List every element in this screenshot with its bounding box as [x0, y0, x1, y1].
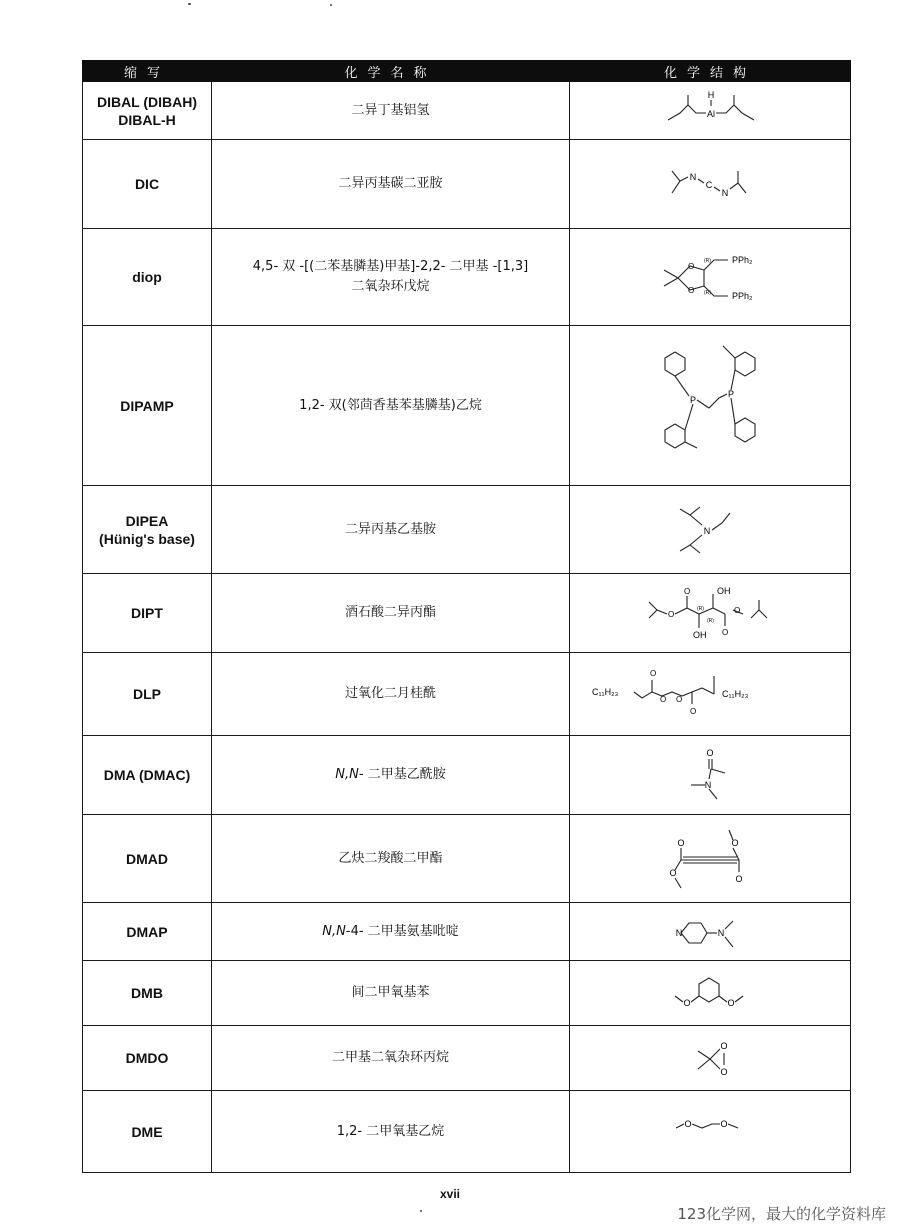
- abbr-line: DIPT: [131, 605, 163, 621]
- abbr-line: DMB: [131, 985, 163, 1001]
- name-line: 间二甲氧基苯: [351, 985, 430, 1000]
- abbr-line: (Hünig's base): [99, 530, 195, 547]
- svg-text:O: O: [720, 1118, 728, 1129]
- abbr-cell: [83, 736, 212, 815]
- abbr-cell: [83, 229, 212, 326]
- svg-text:O: O: [720, 1067, 728, 1077]
- dmad-structure: [655, 824, 765, 894]
- name-cell: [212, 736, 570, 815]
- table-row: [83, 1091, 851, 1173]
- name-cell: [212, 140, 570, 229]
- svg-text:O: O: [684, 1118, 692, 1129]
- abbr-line: DLP: [133, 686, 161, 702]
- structure-cell: [570, 903, 851, 961]
- structure-cell: [570, 486, 851, 574]
- svg-text:P: P: [689, 394, 697, 405]
- abbr-cell: [83, 903, 212, 961]
- svg-text:O: O: [676, 695, 683, 704]
- name-line: 1,2- 二甲氧基乙烷: [336, 1123, 445, 1139]
- name-line: 1,2- 双(邻茴香基苯基膦基)乙烷: [299, 397, 482, 413]
- abbr-cell: [83, 574, 212, 653]
- table-row: [83, 326, 851, 486]
- abbr-cell: [83, 82, 212, 140]
- abbr-line: DMDO: [125, 1050, 169, 1066]
- name-line: N,N-4- 二甲基氨基吡啶: [322, 923, 459, 939]
- svg-text:O: O: [690, 707, 697, 716]
- table-row: [83, 1026, 851, 1091]
- scan-speck: [188, 3, 191, 5]
- structure-cell: [570, 736, 851, 815]
- svg-text:H: H: [707, 89, 715, 100]
- structure-cell: [570, 1091, 851, 1173]
- table-row: [83, 82, 851, 140]
- name-cell: [212, 82, 570, 140]
- abbr-line: DMAD: [126, 850, 168, 867]
- svg-text:O: O: [688, 262, 695, 271]
- scan-speck: [330, 4, 332, 6]
- svg-text:O: O: [720, 1041, 728, 1051]
- dic-structure: [650, 159, 770, 209]
- svg-text:O: O: [650, 669, 657, 678]
- name-cell: [212, 903, 570, 961]
- abbr-line: DIPAMP: [120, 397, 174, 414]
- name-line: 二氧杂环戊烷: [351, 279, 430, 294]
- name-cell: [212, 574, 570, 653]
- svg-text:O: O: [660, 695, 667, 704]
- structure-cell: [570, 326, 851, 486]
- svg-text:N: N: [717, 927, 725, 938]
- svg-text:C₁₁H₂₃: C₁₁H₂₃: [592, 687, 619, 697]
- structure-cell: [570, 653, 851, 736]
- table-row: [83, 736, 851, 815]
- svg-text:O: O: [688, 286, 695, 295]
- table-row: [83, 961, 851, 1026]
- dma-structure: [665, 743, 755, 807]
- abbr-cell: [83, 1091, 212, 1173]
- name-cell: [212, 961, 570, 1026]
- dmb-structure: [655, 966, 765, 1020]
- name-cell: [212, 1026, 570, 1091]
- structure-cell: [570, 574, 851, 653]
- dlp-structure: [590, 664, 830, 724]
- abbr-cell: [83, 815, 212, 903]
- dipt-structure: [635, 580, 785, 646]
- svg-text:O: O: [706, 748, 714, 758]
- dme-structure: [660, 1102, 760, 1162]
- name-line: N,N- 二甲基乙酰胺: [335, 767, 446, 782]
- abbr-cell: [83, 1026, 212, 1091]
- name-line: 酒石酸二异丙酯: [344, 605, 436, 620]
- table-row: [83, 486, 851, 574]
- svg-text:O: O: [668, 610, 675, 619]
- svg-text:P: P: [727, 388, 735, 399]
- svg-text:(R): (R): [704, 290, 711, 296]
- svg-text:N: N: [689, 172, 697, 182]
- name-cell: [212, 653, 570, 736]
- name-line: 乙炔二羧酸二甲酯: [338, 850, 443, 866]
- header-chemical-name: 化学名称: [212, 61, 570, 82]
- abbr-line: DMA (DMAC): [103, 767, 191, 783]
- abbr-line: DIBAL (DIBAH): [96, 93, 198, 110]
- svg-text:O: O: [684, 587, 691, 596]
- abbr-line: DIC: [134, 176, 160, 192]
- structure-cell: [570, 229, 851, 326]
- svg-text:N: N: [704, 780, 712, 790]
- diop-structure: [640, 242, 780, 312]
- abbreviation-table: [82, 60, 851, 1173]
- structure-cell: [570, 1026, 851, 1091]
- dipea-structure: [660, 495, 760, 565]
- abbr-cell: [83, 140, 212, 229]
- abbr-cell: [83, 326, 212, 486]
- page-number: xvii: [439, 1187, 460, 1201]
- svg-text:O: O: [722, 628, 729, 637]
- dmap-structure: [665, 907, 755, 957]
- table-row: [83, 815, 851, 903]
- header-chemical-structure: 化学结构: [570, 61, 851, 82]
- svg-text:Al: Al: [706, 108, 716, 119]
- abbr-line: DME: [131, 1123, 163, 1140]
- svg-text:C: C: [705, 180, 713, 190]
- abbr-line: DIPEA: [125, 512, 169, 529]
- dmdo-structure: [670, 1031, 750, 1085]
- svg-text:OH: OH: [693, 630, 707, 640]
- table-row: [83, 574, 851, 653]
- svg-text:O: O: [683, 998, 691, 1008]
- abbr-cell: [83, 961, 212, 1026]
- svg-text:O: O: [731, 837, 739, 848]
- svg-text:N: N: [675, 927, 683, 938]
- structure-cell: [570, 961, 851, 1026]
- svg-text:O: O: [669, 867, 677, 878]
- structure-cell: [570, 815, 851, 903]
- structure-cell: [570, 82, 851, 140]
- name-cell: [212, 326, 570, 486]
- svg-text:O: O: [677, 837, 685, 848]
- svg-text:N: N: [721, 188, 729, 198]
- abbr-line: DMAP: [126, 923, 168, 940]
- table-row: [83, 229, 851, 326]
- table-header-row: [83, 61, 851, 82]
- dibal-structure: [650, 86, 770, 136]
- name-line: 4,5- 双 -[(二苯基膦基)甲基]-2,2- 二甲基 -[1,3]: [252, 259, 529, 274]
- svg-text:OH: OH: [717, 586, 731, 596]
- header-abbreviation: 缩写: [83, 61, 212, 82]
- abbr-line: DIBAL-H: [118, 111, 176, 128]
- svg-text:O: O: [735, 873, 743, 884]
- svg-text:PPh₂: PPh₂: [732, 255, 753, 265]
- scan-speck: [420, 1210, 422, 1212]
- name-line: 二异丁基铝氢: [351, 102, 430, 118]
- abbr-cell: [83, 653, 212, 736]
- name-line: 二甲基二氧杂环丙烷: [331, 1050, 449, 1065]
- abbr-cell: [83, 486, 212, 574]
- svg-text:(R): (R): [704, 258, 711, 264]
- name-cell: [212, 486, 570, 574]
- svg-text:C₁₁H₂₃: C₁₁H₂₃: [722, 689, 749, 699]
- name-line: 二异丙基乙基胺: [344, 521, 436, 537]
- name-cell: [212, 815, 570, 903]
- svg-text:(R): (R): [697, 606, 704, 612]
- svg-text:O: O: [734, 606, 741, 615]
- svg-text:PPh₂: PPh₂: [732, 291, 753, 301]
- name-cell: [212, 229, 570, 326]
- abbr-line: diop: [132, 269, 162, 285]
- name-line: 过氧化二月桂酰: [344, 686, 436, 701]
- watermark-text: 123化学网，最大的化学资料库: [677, 1205, 886, 1223]
- svg-text:N: N: [703, 525, 711, 536]
- dipamp-structure: [635, 336, 785, 476]
- name-cell: [212, 1091, 570, 1173]
- name-line: 二异丙基碳二亚胺: [338, 176, 443, 191]
- structure-cell: [570, 140, 851, 229]
- table-row: [83, 903, 851, 961]
- table-row: [83, 653, 851, 736]
- svg-text:(R): (R): [707, 618, 714, 624]
- svg-text:O: O: [727, 998, 735, 1008]
- table-row: [83, 140, 851, 229]
